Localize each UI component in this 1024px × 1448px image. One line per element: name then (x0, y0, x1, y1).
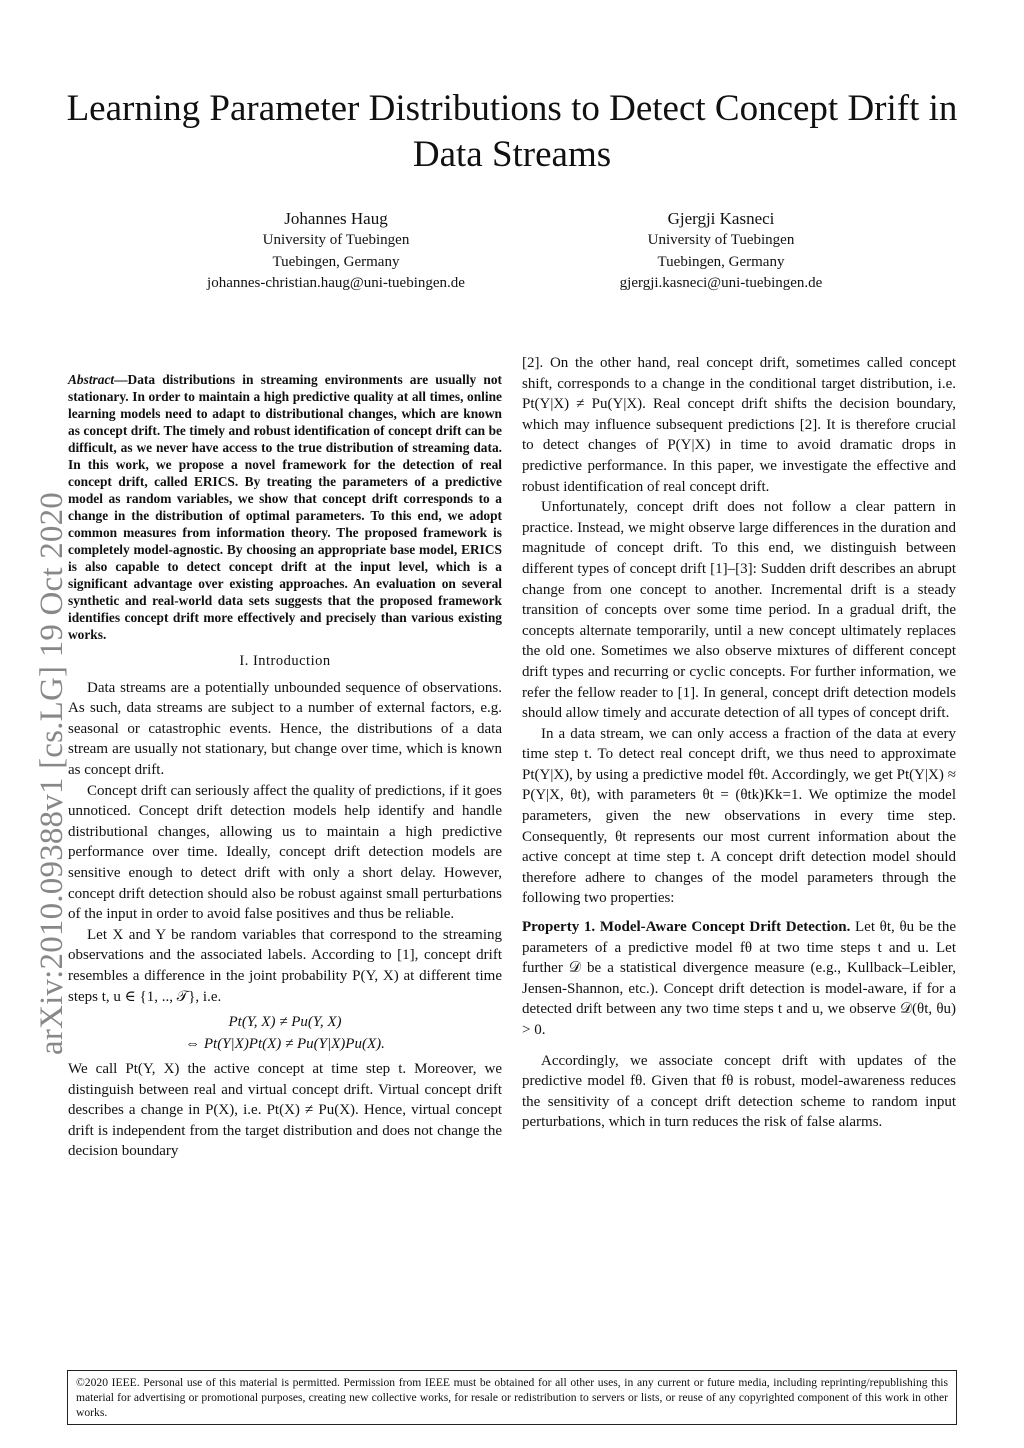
property-1-text: Let θt, θu be the parameters of a predictive model fθ at two time steps t and u. Let further 𝒟 be a statistical divergence measure (e.g., Kullback–Leibler, Jensen-Shannon, etc.). Concept drift detection is model-aware, if for a detected drift between any two time steps t and u, we observe 𝒟(θt, θu) > 0. (522, 919, 957, 1038)
property-1 (522, 917, 956, 1041)
author-affiliation: University of Tuebingen (647, 232, 795, 248)
right-paragraph-2: Unfortunately, concept drift does not follow a clear pattern in practice. Instead, we might observe large differences in the duration and magnitude of concept drift. To this end, we distinguish between different types of concept drift [1]–[3]: Sudden drift describes an abrupt change from one concept to another. Incremental drift is a steady transition of concepts over some time period. In a gradual drift, the concepts alternate temporarily, until a new concept ultimately replaces the old one. Sometimes we also observe mixtures of different concept drift types and recurring or cyclic concepts. For further information, we refer the fellow reader to [1]. In general, concept drift detection models should allow timely and accurate detection of all types of concept drift. (522, 499, 956, 722)
author-email: johannes-christian.haug@uni-tuebingen.de (207, 275, 465, 291)
equation-line-1: Pt(Y, X) ≠ Pu(Y, X) (228, 1014, 342, 1031)
author-name: Gjergji Kasneci (667, 209, 775, 228)
copyright-notice: ©2020 IEEE. Personal use of this material is permitted. Permission from IEEE must be obtained for all other uses, in any current or future media, including reprinting/republishing this material for advertising or promotional purposes, creating new collective works, for resale or redistribution to servers or lists, or reuse of any copyrighted component of this work in other works. (67, 1370, 957, 1425)
intro-paragraph-2: Concept drift can seriously affect the quality of predictions, if it goes unnoticed. Concept drift detection models help identify and handle distributional changes, allowing us to maintain a high predictive performance over time. Ideally, concept drift detection models are sensitive enough to detect drift with only a short delay. However, concept drift detection should also be robust against small perturbations of the input in order to avoid false positives and thus be reliable. (68, 782, 502, 923)
right-paragraph-3: In a data stream, we can only access a fraction of the data at every time step t. To detect real concept drift, we thus need to approximate Pt(Y|X), by using a predictive model fθt. Accordingly, we get Pt(Y|X) ≈ P(Y|X, θt), with parameters θt = (θtk)Kk=1. We optimize the model parameters, given the new observations in every time step. Consequently, θt represents our most current information about the active concept at time step t. A concept drift detection model should therefore adhere to changes of the model parameters through the following two properties: (522, 725, 956, 907)
section-heading-introduction: I. Introduction (239, 653, 331, 669)
author-email: gjergji.kasneci@uni-tuebingen.de (619, 275, 823, 291)
equation-line-2: ⇔ Pt(Y|X)Pt(X) ≠ Pu(Y|X)Pu(X). (185, 1036, 385, 1053)
author-name: Johannes Haug (284, 209, 388, 228)
author-block-1 (180, 208, 492, 295)
right-paragraph-1: [2]. On the other hand, real concept drift, sometimes called concept shift, corresponds to a change in the conditional target distribution, i.e. Pt(Y|X) ≠ Pu(Y|X). Real concept drift shifts the decision boundary, which may influence subsequent predictions [2]. It is therefore crucial to detect changes of P(Y|X) in time to avoid dramatic drops in predictive performance. In this paper, we investigate the effective and robust identification of real concept drift. (522, 355, 956, 495)
author-location: Tuebingen, Germany (272, 253, 400, 270)
right-paragraph-4: Accordingly, we associate concept drift with updates of the predictive model fθ. Given that fθ is robust, model-awareness reduces the sensitivity of a concept drift detection scheme to random input perturbations, which in turn reduces the risk of false alarms. (522, 1052, 956, 1131)
intro-paragraph-4: We call Pt(Y, X) the active concept at time step t. Moreover, we distinguish between real and virtual concept drift. Virtual concept drift describes a change in P(X), i.e. Pt(X) ≠ Pu(X). Hence, virtual concept drift is independent from the target distribution and does not change the decision boundary (68, 1061, 502, 1160)
right-column (522, 353, 956, 1133)
property-1-heading: Property 1. Model-Aware Concept Drift Detection. (522, 919, 851, 936)
equation-joint-probability (68, 1011, 502, 1055)
paper-title: Learning Parameter Distributions to Detect Concept Drift in Data Streams (66, 88, 958, 175)
author-affiliation: University of Tuebingen (262, 232, 410, 248)
abstract-label: Abstract (68, 372, 115, 387)
intro-paragraph-1: Data streams are a potentially unbounded sequence of observations. As such, data streams are subject to a number of external factors, e.g. seasonal or catastrophic events. Hence, the distributions of a data stream are usually not stationary, but change over time, which is known as concept drift. (68, 679, 502, 778)
intro-paragraph-3: Let X and Y be random variables that correspond to the streaming observations and the associated labels. According to [1], concept drift resembles a difference in the joint probability P(Y, X) at different time steps t, u ∈ {1, .., 𝒯}, i.e. (68, 926, 502, 1005)
abstract-text: —Data distributions in streaming environments are usually not stationary. In order to maintain a high predictive quality at all times, online learning models need to adapt to distributional changes, which are known as concept drift. The timely and robust identification of concept drift can be difficult, as we never have access to the true distribution of streaming data. In this work, we propose a novel framework for the detection of real concept drift, called ERICS. By treating the parameters of a predictive model as random variables, we show that concept drift corresponds to a change in the distribution of optimal parameters. To this end, we adopt common measures from information theory. The proposed framework is completely model-agnostic. By choosing an appropriate base model, ERICS is also capable to detect concept drift at the input level, which is a significant advantage over existing approaches. An evaluation on several synthetic and real-world data sets suggests that the proposed framework identifies concept drift more effectively and precisely than various existing works. (68, 372, 502, 642)
author-location: Tuebingen, Germany (657, 253, 785, 270)
author-block-2 (548, 208, 894, 295)
left-column (68, 371, 502, 1162)
abstract (68, 371, 502, 643)
arxiv-stamp: arXiv:2010.09388v1 [cs.LG] 19 Oct 2020 (34, 491, 70, 1055)
